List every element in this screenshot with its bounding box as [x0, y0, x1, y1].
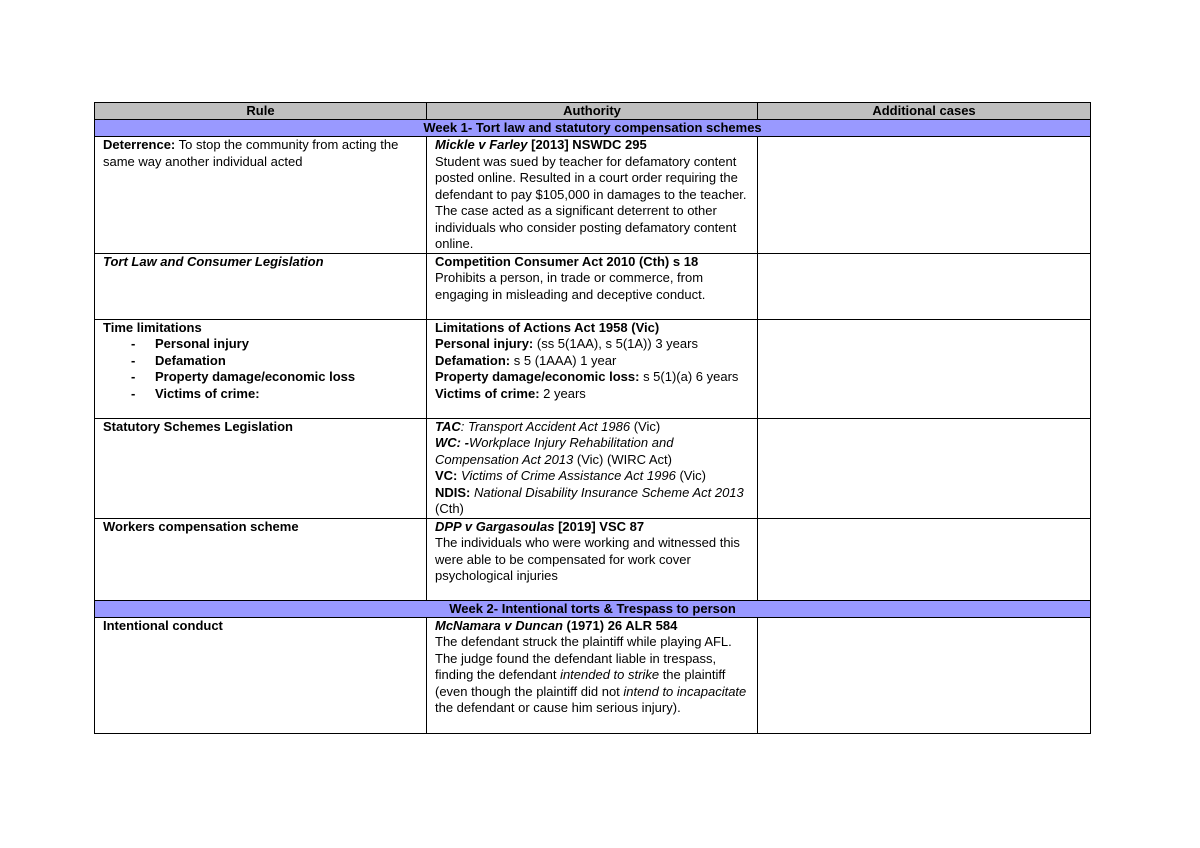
scheme-label: NDIS:	[435, 484, 471, 500]
limit-label: Personal injury:	[435, 336, 534, 351]
scheme-label: TAC	[435, 418, 461, 434]
scheme-jurisdiction: (Vic)	[630, 418, 661, 434]
additional-cases-cell	[758, 617, 1091, 733]
week-1-heading-row	[95, 120, 1091, 137]
header-authority: Authority	[427, 103, 758, 120]
header-additional-cases: Additional cases	[758, 103, 1091, 120]
table-row	[95, 518, 1091, 600]
authority-cell	[427, 418, 758, 518]
scheme-label: VC:	[435, 468, 458, 483]
rule-label: Intentional conduct	[103, 617, 223, 633]
rule-cell	[95, 418, 427, 518]
case-citation: (1971) 26 ALR 584	[562, 617, 678, 633]
limit-label: Defamation:	[435, 352, 511, 368]
rule-cell	[95, 253, 427, 319]
limit-text: s 5(1)(a) 6 years	[639, 369, 739, 384]
limit-text: 2 years	[539, 385, 586, 401]
additional-cases-cell	[758, 137, 1091, 254]
authority-cell	[427, 253, 758, 319]
summary-emphasis: intend to incapacitate	[623, 683, 747, 699]
scheme-jurisdiction: (Vic) (WIRC Act)	[573, 451, 672, 467]
case-citation: [2019] VSC 87	[554, 518, 645, 534]
scheme-jurisdiction: (Cth)	[435, 501, 464, 516]
authority-cell	[427, 617, 758, 733]
rule-label: Time limitations	[103, 319, 202, 335]
limit-label: Property damage/economic loss:	[435, 369, 640, 384]
rule-cell	[95, 137, 427, 254]
scheme-act: Victims of Crime Assistance Act 1996	[457, 468, 676, 483]
scheme-label: WC: -	[435, 435, 469, 450]
list-item: - Property damage/economic loss	[131, 369, 418, 386]
time-limit-list	[103, 336, 418, 402]
authority-cell	[427, 137, 758, 254]
week-1-heading: Week 1- Tort law and statutory compensation schemes	[95, 120, 1091, 137]
limit-label: Victims of crime:	[435, 385, 540, 401]
additional-cases-cell	[758, 253, 1091, 319]
act-summary: Prohibits a person, in trade or commerce, from engaging in misleading and deceptive conduct.	[435, 270, 706, 302]
header-rule: Rule	[95, 103, 427, 120]
list-item: - Victims of crime:	[131, 386, 418, 403]
rule-cell	[95, 518, 427, 600]
rule-text: To stop the community from acting the same way another individual acted	[103, 137, 399, 169]
limit-text: s 5 (1AAA) 1 year	[510, 352, 617, 368]
week-2-heading: Week 2- Intentional torts & Trespass to person	[95, 600, 1091, 617]
list-item: - Defamation	[131, 353, 418, 370]
additional-cases-cell	[758, 319, 1091, 418]
rule-label: Deterrence:	[103, 137, 176, 152]
list-item: - Personal injury	[131, 336, 418, 353]
table-row	[95, 418, 1091, 518]
summary-text: the defendant or cause him serious injury).	[435, 700, 681, 715]
authority-cell	[427, 319, 758, 418]
case-citation: [2013] NSWDC 295	[527, 137, 647, 152]
case-name: DPP v Gargasoulas	[435, 518, 555, 534]
case-name: Mickle v Farley	[435, 137, 528, 152]
table-row	[95, 319, 1091, 418]
act-title: Competition Consumer Act 2010 (Cth) s 18	[435, 253, 699, 269]
additional-cases-cell	[758, 418, 1091, 518]
header-row	[95, 103, 1091, 120]
case-name: McNamara v Duncan	[435, 617, 563, 633]
authority-cell	[427, 518, 758, 600]
case-summary: The individuals who were working and witnessed this were able to be compensated for work cover psychological injuries	[435, 535, 740, 583]
scheme-jurisdiction: (Vic)	[675, 468, 706, 483]
case-notes-table	[94, 102, 1091, 734]
scheme-act: : Transport Accident Act 1986	[460, 418, 631, 434]
additional-cases-cell	[758, 518, 1091, 600]
summary-text: The defendant struck the plaintiff while playing AFL. The judge found the defendant liable in trespass, finding the defendant	[435, 634, 732, 682]
rule-cell	[95, 617, 427, 733]
rule-label: Workers compensation scheme	[103, 518, 299, 534]
rule-label: Tort Law and Consumer Legislation	[103, 253, 324, 269]
rule-label: Statutory Schemes Legislation	[103, 418, 293, 434]
limit-text: (ss 5(1AA), s 5(1A)) 3 years	[533, 336, 698, 351]
scheme-act: National Disability Insurance Scheme Act 2013	[470, 484, 744, 500]
table-row	[95, 617, 1091, 733]
table-row	[95, 137, 1091, 254]
table-row	[95, 253, 1091, 319]
summary-emphasis: intended to strike	[560, 667, 660, 682]
case-summary	[435, 634, 749, 717]
week-2-heading-row	[95, 600, 1091, 617]
summary-text: the plaintiff (even though the plaintiff did not	[435, 667, 726, 699]
scheme-act: Workplace Injury Rehabilitation and Compensation Act 2013	[435, 435, 674, 467]
case-summary: Student was sued by teacher for defamatory content posted online. Resulted in a court order requiring the defendant to pay $105,000 in damages to the teacher. The case acted as a significant deterrent to other individuals who consider posting defamatory content online.	[435, 153, 747, 251]
act-title: Limitations of Actions Act 1958 (Vic)	[435, 319, 660, 335]
rule-cell	[95, 319, 427, 418]
